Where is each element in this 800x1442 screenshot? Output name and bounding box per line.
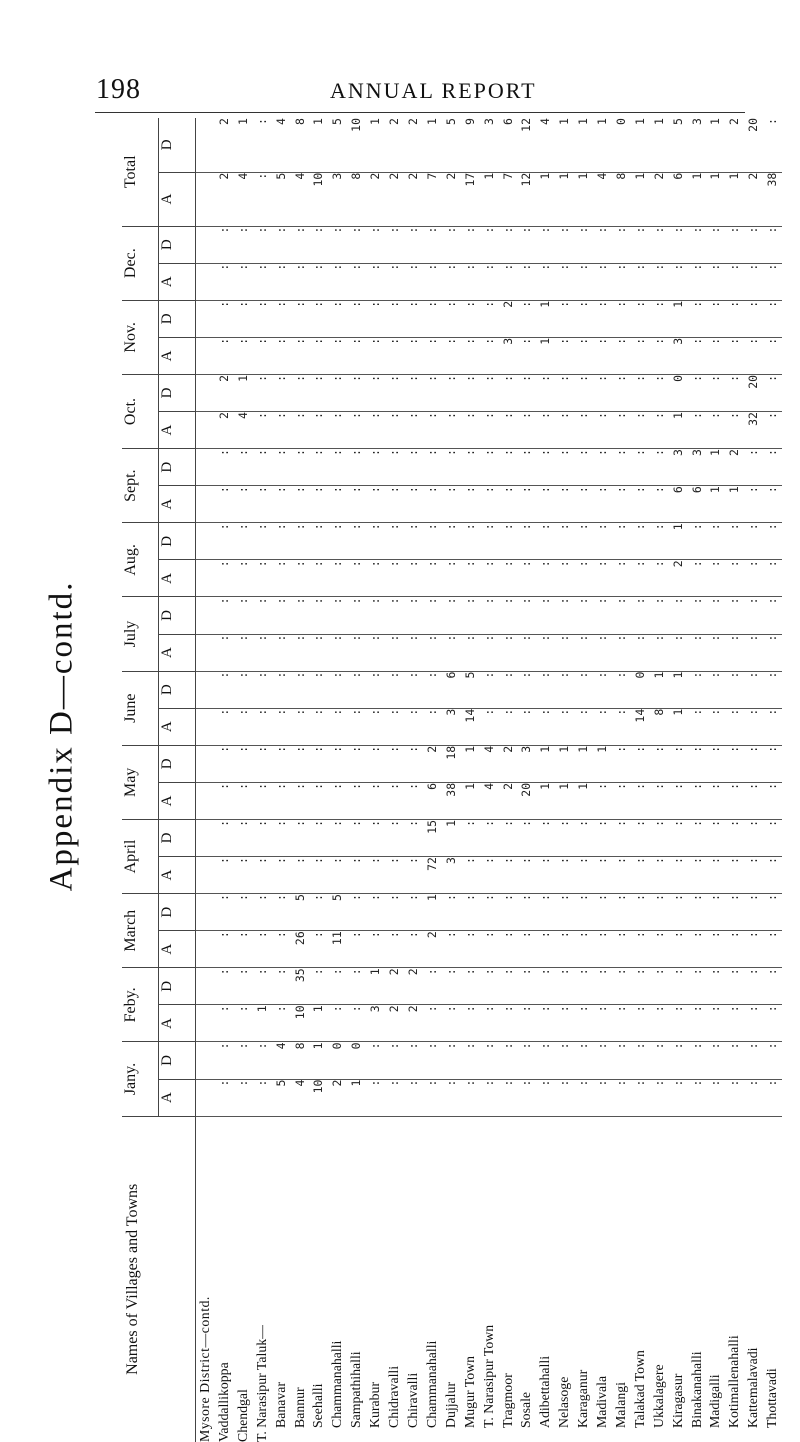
month-header-aug: Aug. (122, 523, 159, 597)
sub-header-d: D (159, 819, 196, 856)
jany-d-column: : : : 4 8 1 0 0 : : : : : : : : : : : : : : : : : : : : : : (196, 1042, 783, 1079)
total-header: Total (122, 118, 159, 226)
july-a-column: : : : : : : : : : : : : : : : : : : : : : : : : : : : : : : (196, 634, 783, 671)
month-header-nov: Nov. (122, 300, 159, 374)
place-name: Talakad Town (631, 1350, 647, 1428)
sub-header-d: D (159, 894, 196, 931)
month-header-june: June (122, 671, 159, 745)
place-name: Chidravalli (386, 1365, 402, 1428)
running-head: ANNUAL REPORT (330, 78, 537, 103)
place-name: Kurabur (367, 1382, 383, 1428)
sub-header-d: D (159, 597, 196, 634)
sub-header-d: D (159, 226, 196, 263)
place-name: Chiravalli (404, 1372, 420, 1428)
june-a-column: : : : : : : : : : : : : 3 14 : : : : : : : : 14 8 1 : : : : : (196, 708, 783, 745)
month-header-july: July (122, 597, 159, 671)
march-a-column: : : : : 26 : 11 : : : : 2 : : : : : : : : : : : : : : : : : : (196, 931, 783, 968)
feby-a-column: : : 1 : 10 1 : : 3 2 2 : : : : : : : : : : : : : : : : : : : (196, 1005, 783, 1042)
sept-d-column: : : : : : : : : : : : : : : : : : : : : : : : : 3 3 1 2 : : (196, 449, 783, 486)
place-name: Mugur Town (461, 1356, 477, 1428)
aug-d-column: : : : : : : : : : : : : : : : : : : : : : : : : 1 : : : : : (196, 523, 783, 560)
header-rule (95, 112, 745, 113)
taluk-heading: T. Narasipur Taluk— (253, 1325, 269, 1442)
place-name: Seehalli (310, 1383, 326, 1428)
place-name: Sampathihalli (348, 1351, 364, 1428)
dec-d-column: : : : : : : : : : : : : : : : : : : : : : : : : : : : : : : (196, 226, 783, 263)
month-header-march: March (122, 894, 159, 968)
place-name: Madigalli (707, 1374, 723, 1428)
sub-header-a: A (159, 708, 196, 745)
sub-header-d: D (159, 118, 196, 172)
sub-header-a: A (159, 634, 196, 671)
place-name: Karaganur (575, 1369, 591, 1428)
may-d-column: : : : : : : : : : : : 2 18 1 4 2 3 1 1 1 1 : : : : : : : : : (196, 745, 783, 782)
oct-d-column: 2 1 : : : : : : : : : : : : : : : : : : : : : : 0 : : : 20 : (196, 374, 783, 411)
place-name: Dujjalur (442, 1382, 458, 1428)
sub-header-d: D (159, 671, 196, 708)
place-name: Thottavadi (764, 1368, 780, 1428)
place-name: Kattemalavadi (745, 1347, 761, 1428)
sub-header-a: A (159, 857, 196, 894)
sub-header-a: A (159, 263, 196, 300)
page-number: 198 (96, 74, 141, 105)
sept-a-column: : : : : : : : : : : : : : : : : : : : : : : : : 6 6 1 1 : : (196, 486, 783, 523)
sub-header-d: D (159, 449, 196, 486)
month-header-may: May (122, 745, 159, 819)
place-name: Ukkalagere (650, 1364, 666, 1428)
place-name: Kiragasur (669, 1373, 685, 1428)
place-name: Adibettahalli (537, 1355, 553, 1428)
sub-header-a: A (159, 412, 196, 449)
place-name: Binakanahalli (688, 1351, 704, 1428)
sub-header-d: D (159, 523, 196, 560)
sub-header-d: D (159, 300, 196, 337)
feby-d-column: : : : : 35 : : : 1 2 2 : : : : : : : : : : : : : : : : : : : (196, 968, 783, 1005)
sub-header-d: D (159, 968, 196, 1005)
place-name: Chammanahalli (423, 1340, 439, 1428)
sub-header-a: A (159, 1079, 196, 1116)
month-header-feby: Feby. (122, 968, 159, 1042)
aug-a-column: : : : : : : : : : : : : : : : : : : : : : : : : 2 : : : : : (196, 560, 783, 597)
section-heading: Mysore District—contd. (197, 1296, 212, 1442)
sub-header-a: A (159, 782, 196, 819)
place-name: Tragmoor (499, 1373, 515, 1428)
nov-a-column: : : : : : : : : : : : : : : : 3 : 1 : : : : : : 3 : : : : : (196, 337, 783, 374)
place-name: Bannur (291, 1387, 307, 1428)
place-name: Chammanahalli (329, 1340, 345, 1428)
dec-a-column: : : : : : : : : : : : : : : : : : : : : : : : : : : : : : : (196, 263, 783, 300)
month-header-jany: Jany. (122, 1042, 159, 1116)
month-header-dec: Dec. (122, 226, 159, 300)
place-name: Banavar (272, 1382, 288, 1428)
sub-header-d: D (159, 1042, 196, 1079)
oct-a-column: 2 4 : : : : : : : : : : : : : : : : : : : : : : 1 : : : 32 : (196, 412, 783, 449)
place-name: Malangi (612, 1382, 628, 1428)
place-name: T. Narasipur Town (480, 1324, 496, 1428)
sub-header-d: D (159, 374, 196, 411)
july-d-column: : : : : : : : : : : : : : : : : : : : : : : : : : : : : : : (196, 597, 783, 634)
sub-header-a: A (159, 931, 196, 968)
sub-header-a: A (159, 172, 196, 226)
month-header-sept: Sept. (122, 449, 159, 523)
place-name: Chendgal (234, 1389, 250, 1442)
place-name: Nelasoge (556, 1376, 572, 1428)
may-a-column: : : : : : : : : : : : 6 38 1 4 2 20 1 1 1 : : : : : : : : : : (196, 782, 783, 819)
register-table-rotated (122, 118, 780, 1442)
june-d-column: : : : : : : : : : : : : 6 5 : : : : : : : : 0 1 1 : : : : : (196, 671, 783, 708)
register-table-frame (122, 118, 780, 1442)
total-d-column: 2 1 : 4 8 1 5 10 1 2 2 1 5 9 3 6 12 4 1 1 1 0 1 1 5 3 1 2 20 : (196, 118, 783, 172)
place-name: Kotimallenahalli (726, 1335, 742, 1428)
april-a-column: : : : : : : : : : : : 72 3 : : : : : : : : : : : : : : : : : (196, 857, 783, 894)
place-name: Madivala (594, 1375, 610, 1428)
april-d-column: : : : : : : : : : : : 15 1 : : : : : : : : : : : : : : : : : (196, 819, 783, 856)
month-header-oct: Oct. (122, 374, 159, 448)
nov-d-column: : : : : : : : : : : : : : : : 2 : 1 : : : : : : 1 : : : : : (196, 300, 783, 337)
register-table (122, 118, 782, 1442)
place-names-cell (196, 1116, 783, 1442)
total-a-column: 2 4 : 5 4 10 3 8 2 2 2 7 2 17 1 7 12 1 1 1 4 8 1 2 6 1 1 1 2 38 (196, 172, 783, 226)
month-header-april: April (122, 819, 159, 893)
sub-header-d: D (159, 745, 196, 782)
jany-a-column: : : : 5 4 10 2 1 : : : : : : : : : : : : : : : : : : : : : : (196, 1079, 783, 1116)
appendix-heading-text: Appendix D—contd. (43, 580, 80, 892)
march-d-column: : : : : 5 : 5 : : : : 1 : : : : : : : : : : : : : : : : : : (196, 894, 783, 931)
sub-header-a: A (159, 1005, 196, 1042)
sub-header-a: A (159, 337, 196, 374)
place-name: Sosale (518, 1391, 534, 1428)
names-column-header: Names of Villages and Towns (122, 1116, 196, 1442)
place-name: Vaddallikoppa (215, 1362, 231, 1442)
sub-header-a: A (159, 486, 196, 523)
sub-header-a: A (159, 560, 196, 597)
